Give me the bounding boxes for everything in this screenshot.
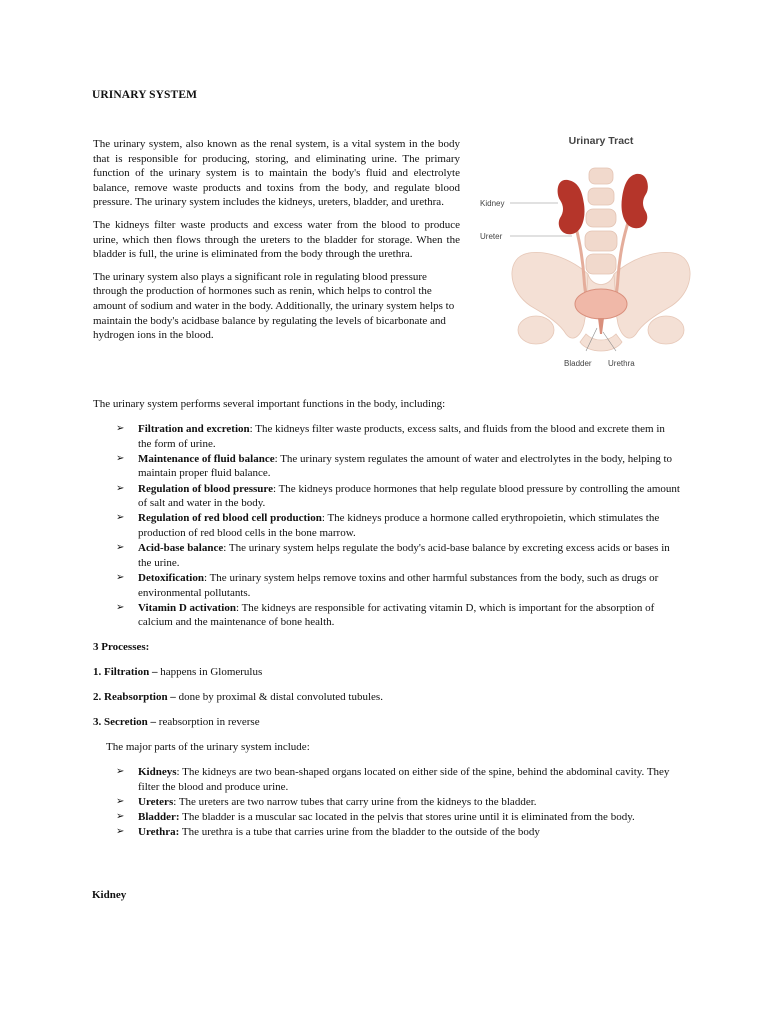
list-item <box>116 795 681 810</box>
arrow-bullet-icon: ➢ <box>116 571 125 583</box>
arrow-bullet-icon: ➢ <box>116 542 125 554</box>
parts-intro: The major parts of the urinary system include: <box>106 741 310 753</box>
processes-heading: 3 Processes: <box>93 641 150 653</box>
list-item <box>116 601 681 630</box>
item-text: : The kidneys produce a hormone called erythropoietin, which stimulates the production of red blood cells in the bone marrow. <box>138 512 660 539</box>
label-kidney: Kidney <box>480 199 505 208</box>
urinary-tract-illustration <box>476 128 726 374</box>
item-text: : The urinary system regulates the amount of water and electrolytes in the body, helping to maintain proper fluid balance. <box>138 452 673 480</box>
item-term: Acid-base balance <box>138 542 224 555</box>
list-item <box>116 511 681 540</box>
item-text: : The kidneys filter waste products, excess salts, and fluids from the blood and excrete them in the form of urine. <box>138 423 665 450</box>
item-text: : The urinary system helps remove toxins and other harmful substances from the body, such as drugs or environmental pollutants. <box>138 571 659 599</box>
label-ureter: Ureter <box>480 232 503 241</box>
label-urethra: Urethra <box>608 359 635 368</box>
intro-paragraph-1: The urinary system, also known as the renal system, is a vital system in the body that is responsible for producing, storing, and eliminating urine. The primary function of the urinary system is to maintain the body's fluid and electrolyte balance, remove waste products and toxins from the body, and regulate blood pressure. The urinary system includes the kidneys, ureters, bladder, and urethra. <box>93 138 460 209</box>
item-term: Vitamin D activation <box>138 601 236 614</box>
item-term: Maintenance of fluid balance <box>138 452 275 465</box>
page-title: URINARY SYSTEM <box>92 89 198 101</box>
item-term: Kidneys <box>138 766 177 778</box>
item-term: Detoxification <box>138 571 204 584</box>
item-text: : The kidneys produce hormones that help regulate blood pressure by controlling the amount of salt and water in the body. <box>138 482 680 510</box>
arrow-bullet-icon: ➢ <box>116 423 125 434</box>
list-item <box>116 810 681 825</box>
functions-list <box>116 422 681 630</box>
item-text: The urethra is a tube that carries urine from the bladder to the outside of the body <box>179 826 540 839</box>
list-item <box>116 452 681 481</box>
functions-intro: The urinary system performs several important functions in the body, including: <box>93 398 446 410</box>
item-term: Bladder: <box>138 810 180 823</box>
item-text: : The urinary system helps regulate the body's acid-base balance by excreting excess acids or bases in the urine. <box>138 542 670 569</box>
item-term: Urethra: <box>138 826 180 839</box>
arrow-bullet-icon: ➢ <box>116 810 125 822</box>
item-text: The bladder is a muscular sac located in the pelvis that stores urine until it is eliminated from the body. <box>179 810 635 823</box>
urinary-tract-figure <box>476 128 726 374</box>
intro-paragraph-3: The urinary system also plays a significant role in regulating blood pressure through the production of hormones such as renin, which helps to control the amount of sodium and water in the body. Additionally, the urinary system helps to maintain the body's acidbase balance by regulating the levels of bicarbonate and hydrogen ions in the blood. <box>93 270 455 342</box>
item-text: : The kidneys are two bean-shaped organs located on either side of the spine, behind the abdominal cavity. They filter the blood and produce urine. <box>138 766 670 793</box>
list-item <box>116 541 681 570</box>
process-filtration: 1. Filtration – happens in Glomerulus <box>93 666 263 678</box>
item-term: Ureters <box>138 795 174 808</box>
arrow-bullet-icon: ➢ <box>116 512 125 524</box>
section-heading-kidney: Kidney <box>92 889 127 901</box>
process-reabsorption: 2. Reabsorption – done by proximal & distal convoluted tubules. <box>93 691 383 703</box>
intro-section <box>93 137 460 351</box>
list-item <box>116 825 681 840</box>
list-item <box>116 482 681 511</box>
arrow-bullet-icon: ➢ <box>116 482 125 494</box>
list-item <box>116 571 681 600</box>
item-text: : The ureters are two narrow tubes that carry urine from the kidneys to the bladder. <box>173 795 537 808</box>
figure-title: Urinary Tract <box>568 135 634 147</box>
label-bladder: Bladder <box>564 359 592 368</box>
arrow-bullet-icon: ➢ <box>116 826 125 838</box>
process-secretion: 3. Secretion – reabsorption in reverse <box>93 716 260 728</box>
item-term: Regulation of red blood cell production <box>138 512 322 525</box>
arrow-bullet-icon: ➢ <box>116 601 125 613</box>
parts-list <box>116 765 681 840</box>
arrow-bullet-icon: ➢ <box>116 766 125 777</box>
item-term: Regulation of blood pressure <box>138 482 273 495</box>
arrow-bullet-icon: ➢ <box>116 795 125 807</box>
arrow-bullet-icon: ➢ <box>116 452 125 464</box>
item-term: Filtration and excretion <box>138 423 250 435</box>
list-item <box>116 765 681 794</box>
item-text: : The kidneys are responsible for activating vitamin D, which is important for the absorption of calcium and the maintenance of bone health. <box>138 601 655 629</box>
spine <box>585 168 617 274</box>
intro-paragraph-2: The kidneys filter waste products and excess water from the blood to produce urine, which then flows through the ureters to the bladder for storage. When the bladder is full, the urine is eliminated from the body through the urethra. <box>93 218 460 261</box>
list-item <box>116 422 681 451</box>
